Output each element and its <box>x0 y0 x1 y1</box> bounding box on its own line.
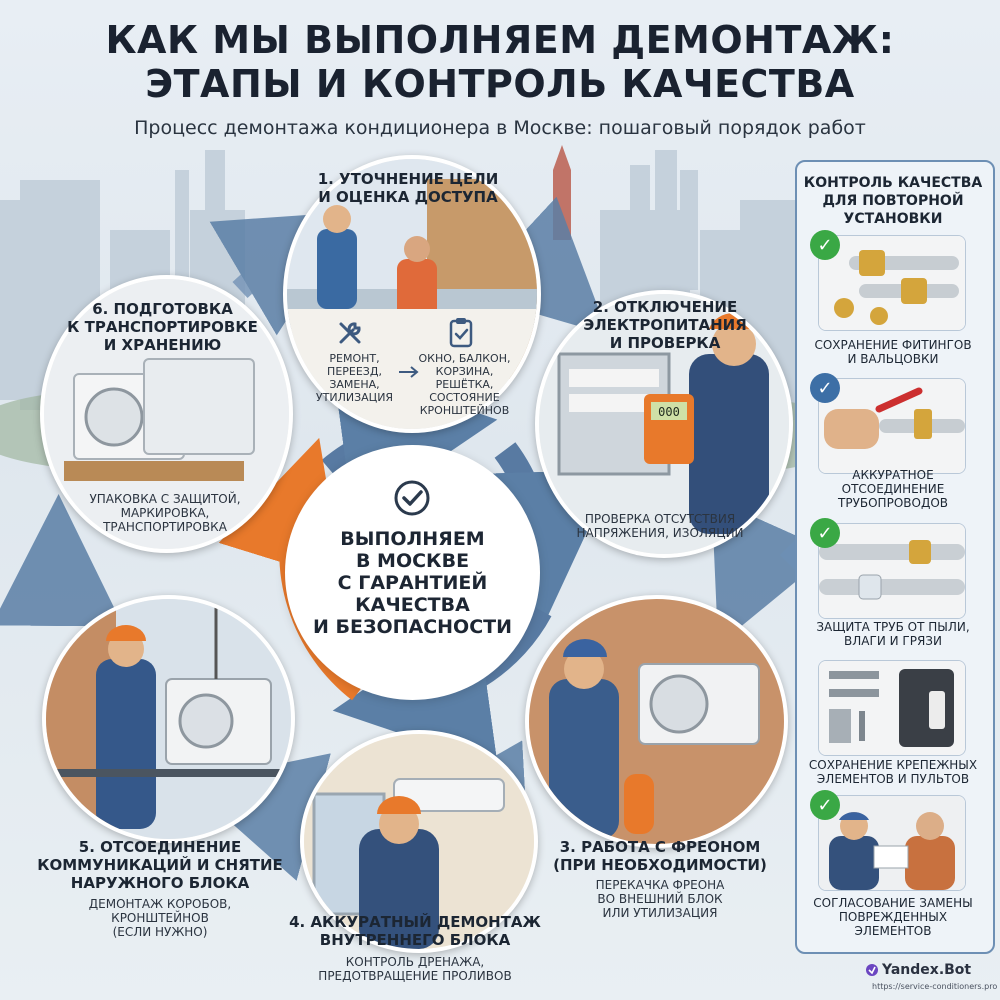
stage-3-note-line: ПЕРЕКАЧКА ФРЕОНА <box>595 878 725 892</box>
stage-5-note-line: ДЕМОНТАЖ КОРОБОВ, <box>88 897 232 911</box>
stage-1-access-item: ОКНО, БАЛКОН, <box>418 352 511 365</box>
stage-3-circle <box>525 595 788 848</box>
stage-3-note-line: ИЛИ УТИЛИЗАЦИЯ <box>602 906 718 920</box>
stage-5-illustration <box>46 599 291 839</box>
panel-title-line: КОНТРОЛЬ КАЧЕСТВА <box>803 175 983 191</box>
check-icon: ✓ <box>810 230 840 260</box>
brand-name: Yandex.Bot <box>882 962 972 978</box>
stage-4-note <box>290 955 540 983</box>
stage-2-title-line: И ПРОВЕРКА <box>609 334 721 352</box>
qc-item-4-caption <box>800 758 986 786</box>
stage-1-purpose-item: РЕМОНТ, <box>329 352 380 365</box>
center-line: И БЕЗОПАСНОСТИ <box>312 616 513 638</box>
stage-5-note-line: (ЕСЛИ НУЖНО) <box>112 925 208 939</box>
qc-caption-line: И ВАЛЬЦОВКИ <box>847 352 939 366</box>
title-line-2: ЭТАПЫ И КОНТРОЛЬ КАЧЕСТВА <box>145 62 855 106</box>
stage-3-note-line: ВО ВНЕШНИЙ БЛОК <box>597 892 723 906</box>
center-line: ВЫПОЛНЯЕМ <box>340 528 485 550</box>
panel-title-line: УСТАНОВКИ <box>843 211 943 227</box>
qc-item-2-caption <box>800 468 986 510</box>
stage-5-note-line: КРОНШТЕЙНОВ <box>111 911 209 925</box>
clipboard-check-icon <box>448 316 474 348</box>
stage-2-note-line: ПРОВЕРКА ОТСУТСТВИЯ <box>584 512 736 526</box>
stage-1-purpose-item: УТИЛИЗАЦИЯ <box>315 391 394 404</box>
stage-2-title <box>565 298 765 352</box>
stage-1-title-line: 1. УТОЧНЕНИЕ ЦЕЛИ <box>317 170 499 188</box>
stage-6-note-line: УПАКОВКА С ЗАЩИТОЙ, <box>89 492 241 506</box>
qc-caption-line: СОХРАНЕНИЕ ФИТИНГОВ <box>814 338 972 352</box>
qc-item-3-caption <box>800 620 986 648</box>
stage-1-purpose-list <box>307 352 402 404</box>
stage-1-access-list <box>412 352 517 417</box>
stage-4-title-line: ВНУТРЕННЕГО БЛОКА <box>319 931 511 949</box>
fasteners-illustration <box>819 661 965 755</box>
yandex-bot-logo-icon <box>865 963 879 977</box>
qc-caption-line: ОТСОЕДИНЕНИЕ <box>841 482 945 496</box>
qc-item-5-caption <box>800 896 986 938</box>
stage-4-note-line: ПРЕДОТВРАЩЕНИЕ ПРОЛИВОВ <box>318 969 512 983</box>
quality-control-title <box>800 174 986 228</box>
stage-6-title-line: И ХРАНЕНИЮ <box>103 336 222 354</box>
qc-caption-line: АККУРАТНОЕ <box>852 468 934 482</box>
stage-6-title <box>55 300 270 354</box>
stage-5-title-line: КОММУНИКАЦИЙ И СНЯТИЕ <box>37 856 283 874</box>
stage-6-title-line: 6. ПОДГОТОВКА <box>92 300 233 318</box>
stage-3-title <box>545 838 775 874</box>
qc-caption-line: ЗАЩИТА ТРУБ ОТ ПЫЛИ, <box>816 620 970 634</box>
qc-caption-line: ПОВРЕЖДЕННЫХ <box>838 910 948 924</box>
qc-caption-line: ТРУБОПРОВОДОВ <box>838 496 948 510</box>
stage-2-note <box>560 512 760 540</box>
stage-5-circle <box>42 595 295 843</box>
qc-item-4-image <box>818 660 966 756</box>
center-line: В МОСКВЕ <box>355 550 470 572</box>
stage-3-note <box>575 878 745 920</box>
stage-6-note-line: ТРАНСПОРТИРОВКА <box>103 520 227 534</box>
check-icon: ✓ <box>810 790 840 820</box>
stage-2-note-line: НАПРЯЖЕНИЯ, ИЗОЛЯЦИИ <box>576 526 744 540</box>
stage-1-title-line: И ОЦЕНКА ДОСТУПА <box>318 188 498 206</box>
center-line: С ГАРАНТИЕЙ <box>337 572 488 594</box>
qc-caption-line: СОГЛАСОВАНИЕ ЗАМЕНЫ <box>813 896 973 910</box>
panel-title-line: ДЛЯ ПОВТОРНОЙ <box>822 193 964 209</box>
title-line-1: КАК МЫ ВЫПОЛНЯЕМ ДЕМОНТАЖ: <box>105 18 895 62</box>
stage-1-access-item: СОСТОЯНИЕ <box>429 391 500 404</box>
stage-1-purpose-item: ПЕРЕЕЗД, <box>327 365 382 378</box>
ring-arrow-2-3 <box>745 560 755 585</box>
check-icon: ✓ <box>810 518 840 548</box>
qc-item-5-image <box>818 795 966 891</box>
stage-1-access-item: РЕШЁТКА, <box>435 378 494 391</box>
stage-2-title-line: ЭЛЕКТРОПИТАНИЯ <box>583 316 747 334</box>
qc-item-2-image <box>818 378 966 474</box>
qc-caption-line: ВЛАГИ И ГРЯЗИ <box>844 634 942 648</box>
brand-url[interactable]: https://service-conditioners.pro <box>872 982 998 991</box>
center-line: КАЧЕСТВА <box>355 594 470 616</box>
stage-5-title <box>30 838 290 892</box>
check-circle-icon <box>392 478 432 518</box>
qc-item-1-caption <box>800 338 986 366</box>
stage-6-note-line: МАРКИРОВКА, <box>120 506 210 520</box>
qc-item-3-image <box>818 523 966 619</box>
center-slogan <box>300 528 525 638</box>
stage-4-title-line: 4. АККУРАТНЫЙ ДЕМОНТАЖ <box>289 913 541 931</box>
stage-6-title-line: К ТРАНСПОРТИРОВКЕ <box>67 318 258 336</box>
stage-1-title <box>283 170 533 206</box>
stage-5-title-line: 5. ОТСОЕДИНЕНИЕ <box>78 838 242 856</box>
agreement-illustration <box>819 796 965 890</box>
stage-6-note <box>75 492 255 534</box>
wrench-icon <box>335 318 365 348</box>
stage-4-title <box>270 913 560 949</box>
stage-1-access-item: КРОНШТЕЙНОВ <box>419 404 510 417</box>
stage-2-title-line: 2. ОТКЛЮЧЕНИЕ <box>592 298 738 316</box>
ring-arrow-5-6 <box>58 560 60 600</box>
pipe-protection-illustration <box>819 524 965 618</box>
stage-5-title-line: НАРУЖНОГО БЛОКА <box>70 874 250 892</box>
qc-caption-line: ЭЛЕМЕНТОВ <box>854 924 932 938</box>
check-icon: ✓ <box>810 373 840 403</box>
stage-5-note <box>75 897 245 939</box>
stage-1-purpose-item: ЗАМЕНА, <box>329 378 380 391</box>
fittings-illustration <box>819 236 965 330</box>
stage-3-illustration <box>529 599 784 844</box>
pipe-disconnect-illustration <box>819 379 965 473</box>
stage-3-title-line: 3. РАБОТА С ФРЕОНОМ <box>559 838 761 856</box>
page-subtitle: Процесс демонтажа кондиционера в Москве: пошаговый порядок работ <box>134 117 866 139</box>
stage-1-access-item: КОРЗИНА, <box>435 365 494 378</box>
stage-3-title-line: (ПРИ НЕОБХОДИМОСТИ) <box>553 856 767 874</box>
qc-caption-line: СОХРАНЕНИЕ КРЕПЕЖНЫХ <box>808 758 978 772</box>
qc-item-1-image <box>818 235 966 331</box>
multimeter-reading: 000 <box>658 405 680 419</box>
stage-4-note-line: КОНТРОЛЬ ДРЕНАЖА, <box>345 955 485 969</box>
qc-caption-line: ЭЛЕМЕНТОВ И ПУЛЬТОВ <box>816 772 970 786</box>
